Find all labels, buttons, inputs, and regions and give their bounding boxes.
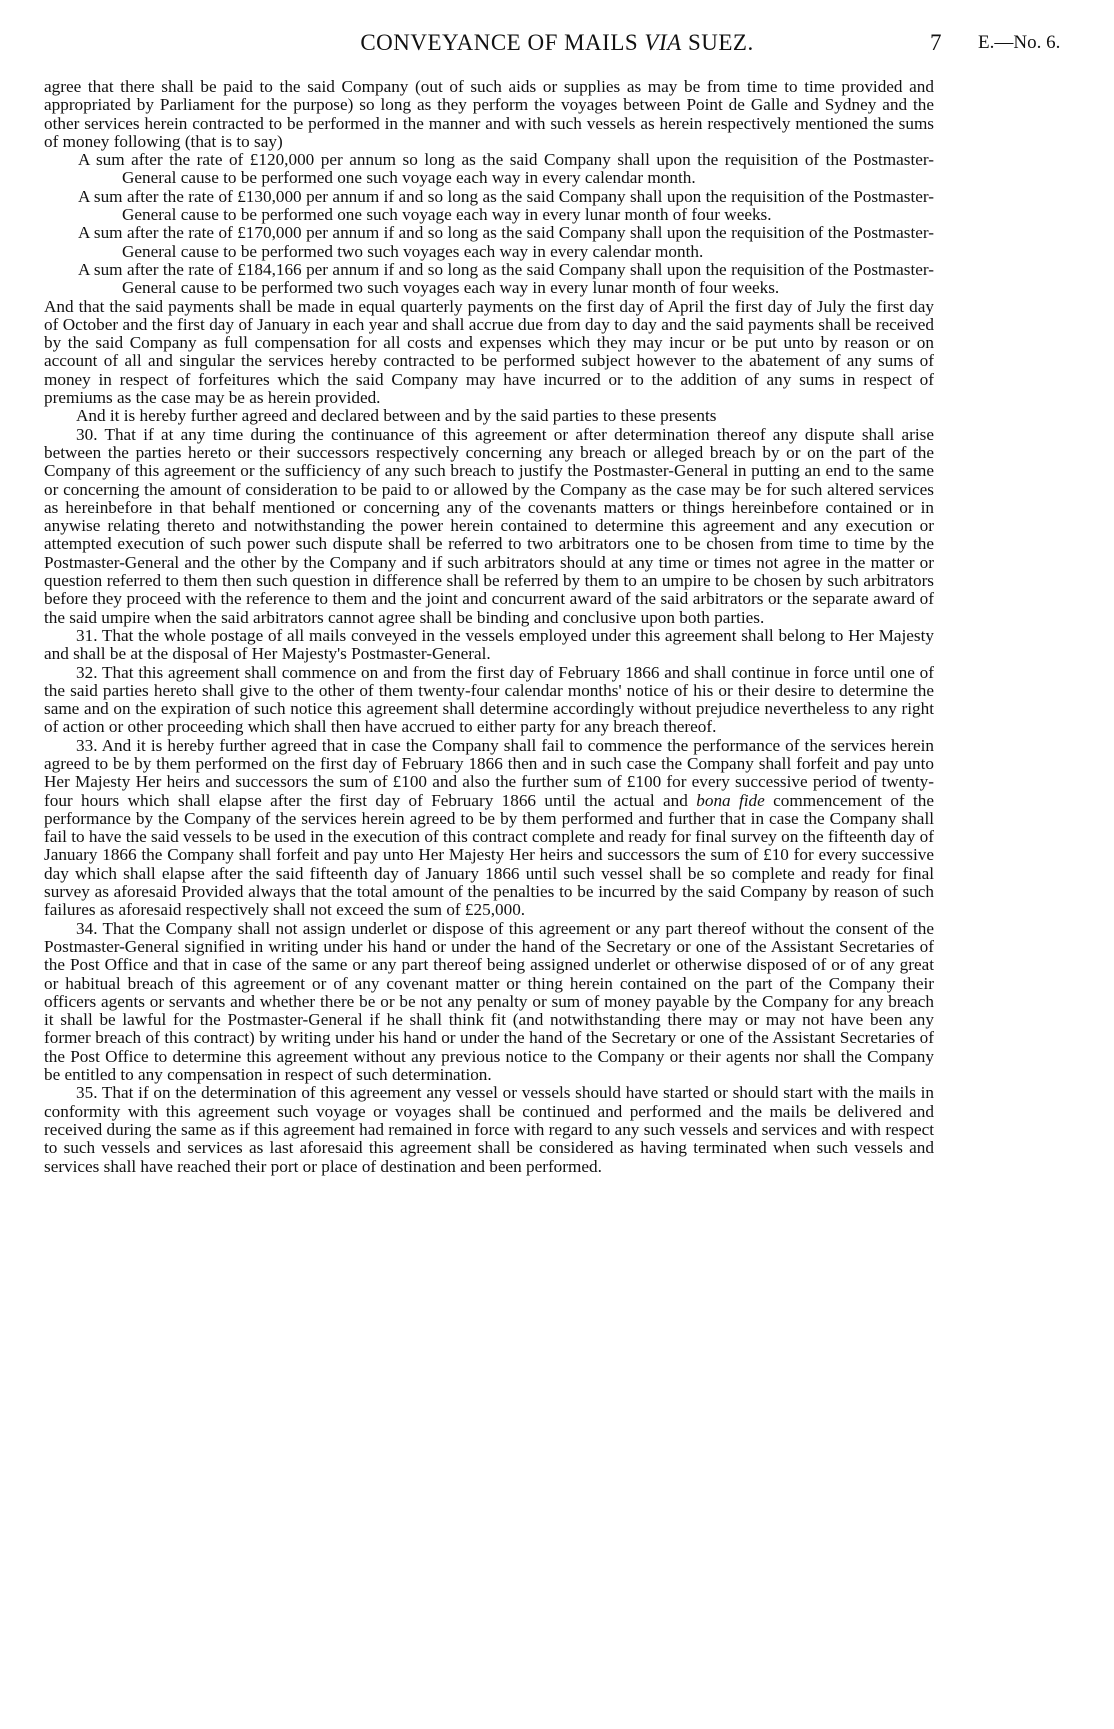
page-number: 7: [930, 30, 942, 55]
sum-item-4: A sum after the rate of £184,166 per annum if and so long as the said Company shall upon the requisition of the Postmaster-General cause to be performed two such voyages each way in every lunar month of four weeks.: [78, 259, 934, 298]
title-end: SUEZ.: [681, 30, 754, 55]
page-title: [0, 30, 1114, 56]
clause-33-italic: bona fide: [696, 790, 765, 810]
clause-35: 35. That if on the determination of this agreement any vessel or vessels should have started or should start with the mails in conformity with this agreement such voyage or voyages shall be continued and performed and the mails be delivered and received during the same as if this agreement had remained in force with regard to any such vessels and services and with respect to such vessels and services as last aforesaid this agreement shall be considered as having terminated when such vessels and services shall have reached their port or place of destination and been performed.: [44, 1083, 934, 1176]
title-italic: VIA: [644, 30, 682, 55]
sum-item-1: A sum after the rate of £120,000 per annum so long as the said Company shall upon the requisition of the Postmaster-General cause to be performed one such voyage each way in every calendar month.: [78, 150, 934, 188]
document-reference: E.—No. 6.: [978, 32, 1061, 53]
sum-item-3: A sum after the rate of £170,000 per annum if and so long as the said Company shall upon the requisition of the Postmaster-General cause to be performed two such voyages each way in every calendar month.: [78, 223, 934, 261]
intro-paragraph: agree that there shall be paid to the said Company (out of such aids or supplies as may be from time to time provided and appropriated by Parliament for the purpose) so long as they perform the voyages between Point de Galle and Sydney and the other services herein contracted to be performed in the manner and with such vessels as herein respectively mentioned the sums of money following (that is to say): [44, 77, 934, 151]
title-main: CONVEYANCE OF MAILS: [360, 30, 645, 55]
clause-32: 32. That this agreement shall commence on and from the first day of February 1866 and shall continue in force until one of the said parties hereto shall give to the other of them twenty-four calendar months' notice of his or their desire to determine the same and on the expiration of such notice this agreement shall determine accordingly without prejudice nevertheless to any right of action or other proceeding which shall then have accrued to either party for any breach thereof.: [44, 662, 934, 737]
page-header: [0, 22, 1114, 62]
clause-34: 34. That the Company shall not assign underlet or dispose of this agreement or any part thereof without the consent of the Postmaster-General signified in writing under his hand or under the hand of the Secretary or one of the Assistant Secretaries of the Post Office and that in case of the same or any part thereof being assigned underlet or otherwise disposed of or of any great or habitual breach of this agreement or of any covenant matter or thing herein contained on the part of the Company their officers agents or servants and whether there be or be not any penalty or sum of money payable by the Company for any breach it shall be lawful for the Postmaster-General if he shall think fit (and notwithstanding there may or may not have been any former breach of this contract) by writing under his hand or under the hand of the Secretary or one of the Assistant Secretaries of the Post Office to determine this agreement without any previous notice to the Company or their agents nor shall the Company be entitled to any compensation in respect of such determination.: [44, 918, 934, 1085]
clause-33: [44, 737, 934, 920]
further-agreed-paragraph: And it is hereby further agreed and declared between and by the said parties to these presents: [76, 406, 717, 426]
clause-33-part-b: commencement of the performance by the Company of the services herein agreed to be by them performed and further that in case the Company shall fail to have the said vessels to be used in the execution of this contract complete and ready for final survey on the fifteenth day of January 1866 the Company shall forfeit and pay unto Her Majesty Her heirs and successors the sum of £10 for every successive day which shall elapse after the said fifteenth day of January 1866 until such vessel shall be so complete and ready for final survey as aforesaid Provided always that the total amount of the penalties to be incurred by the said Company by reason of such failures as aforesaid respectively shall not exceed the sum of £25,000.: [44, 790, 935, 920]
clause-30: 30. That if at any time during the continuance of this agreement or after determination thereof any dispute shall arise between the parties hereto or their successors respectively concerning any breach or alleged breach by or on the part of the Company of this agreement or the sufficiency of any such breach to justify the Postmaster-General in putting an end to the same or concerning the amount of consideration to be paid to or allowed by the Company as the case may be for such altered services as hereinbefore in that behalf mentioned or concerning any of the covenants matters or things hereinbefore contained or in anywise relating thereto and notwithstanding the power herein contained to determine this agreement and any execution or attempted execution of such power such dispute shall be referred to two arbitrators one to be chosen from time to time by the Postmaster-General and the other by the Company and if such arbitrators should at any time or times not agree in the matter or question referred to them then such question in difference shall be referred by them to an umpire to be chosen by such arbitrators before they proceed with the reference to them and the joint and concurrent award of the said arbitrators or the separate award of the said umpire when the said arbitrators cannot agree shall be binding and conclusive upon both parties.: [44, 424, 934, 627]
clause-33-part-a: 33. And it is hereby further agreed that in case the Company shall fail to commence the performance of the services herein agreed to be by them performed on the first day of February 1866 then and in such case the Company shall forfeit and pay unto Her Majesty Her heirs and successors the sum of £100 and also the further sum of £100 for every successive period of twenty-four hours which shall elapse after the first day of February 1866 until the actual and: [44, 735, 934, 810]
sum-item-2: A sum after the rate of £130,000 per annum if and so long as the said Company shall upon the requisition of the Postmaster-General cause to be performed one such voyage each way in every lunar month of four weeks.: [78, 186, 934, 225]
document-body: [44, 78, 934, 1176]
clause-31: 31. That the whole postage of all mails conveyed in the vessels employed under this agreement shall belong to Her Majesty and shall be at the disposal of Her Majesty's Postmaster-General.: [44, 625, 934, 664]
payments-paragraph: And that the said payments shall be made in equal quarterly payments on the first day of April the first day of July the first day of October and the first day of January in each year and shall accrue due from day to day and the said payments shall be received by the said Company as full compensation for all costs and expenses which they may incur or be put unto by reason or on account of all and singular the services hereby contracted to be performed subject however to the abatement of any sums of money in respect of forfeitures which the said Company may have incurred or to the addition of any sums in respect of premiums as the case may be as herein provided.: [44, 296, 934, 408]
